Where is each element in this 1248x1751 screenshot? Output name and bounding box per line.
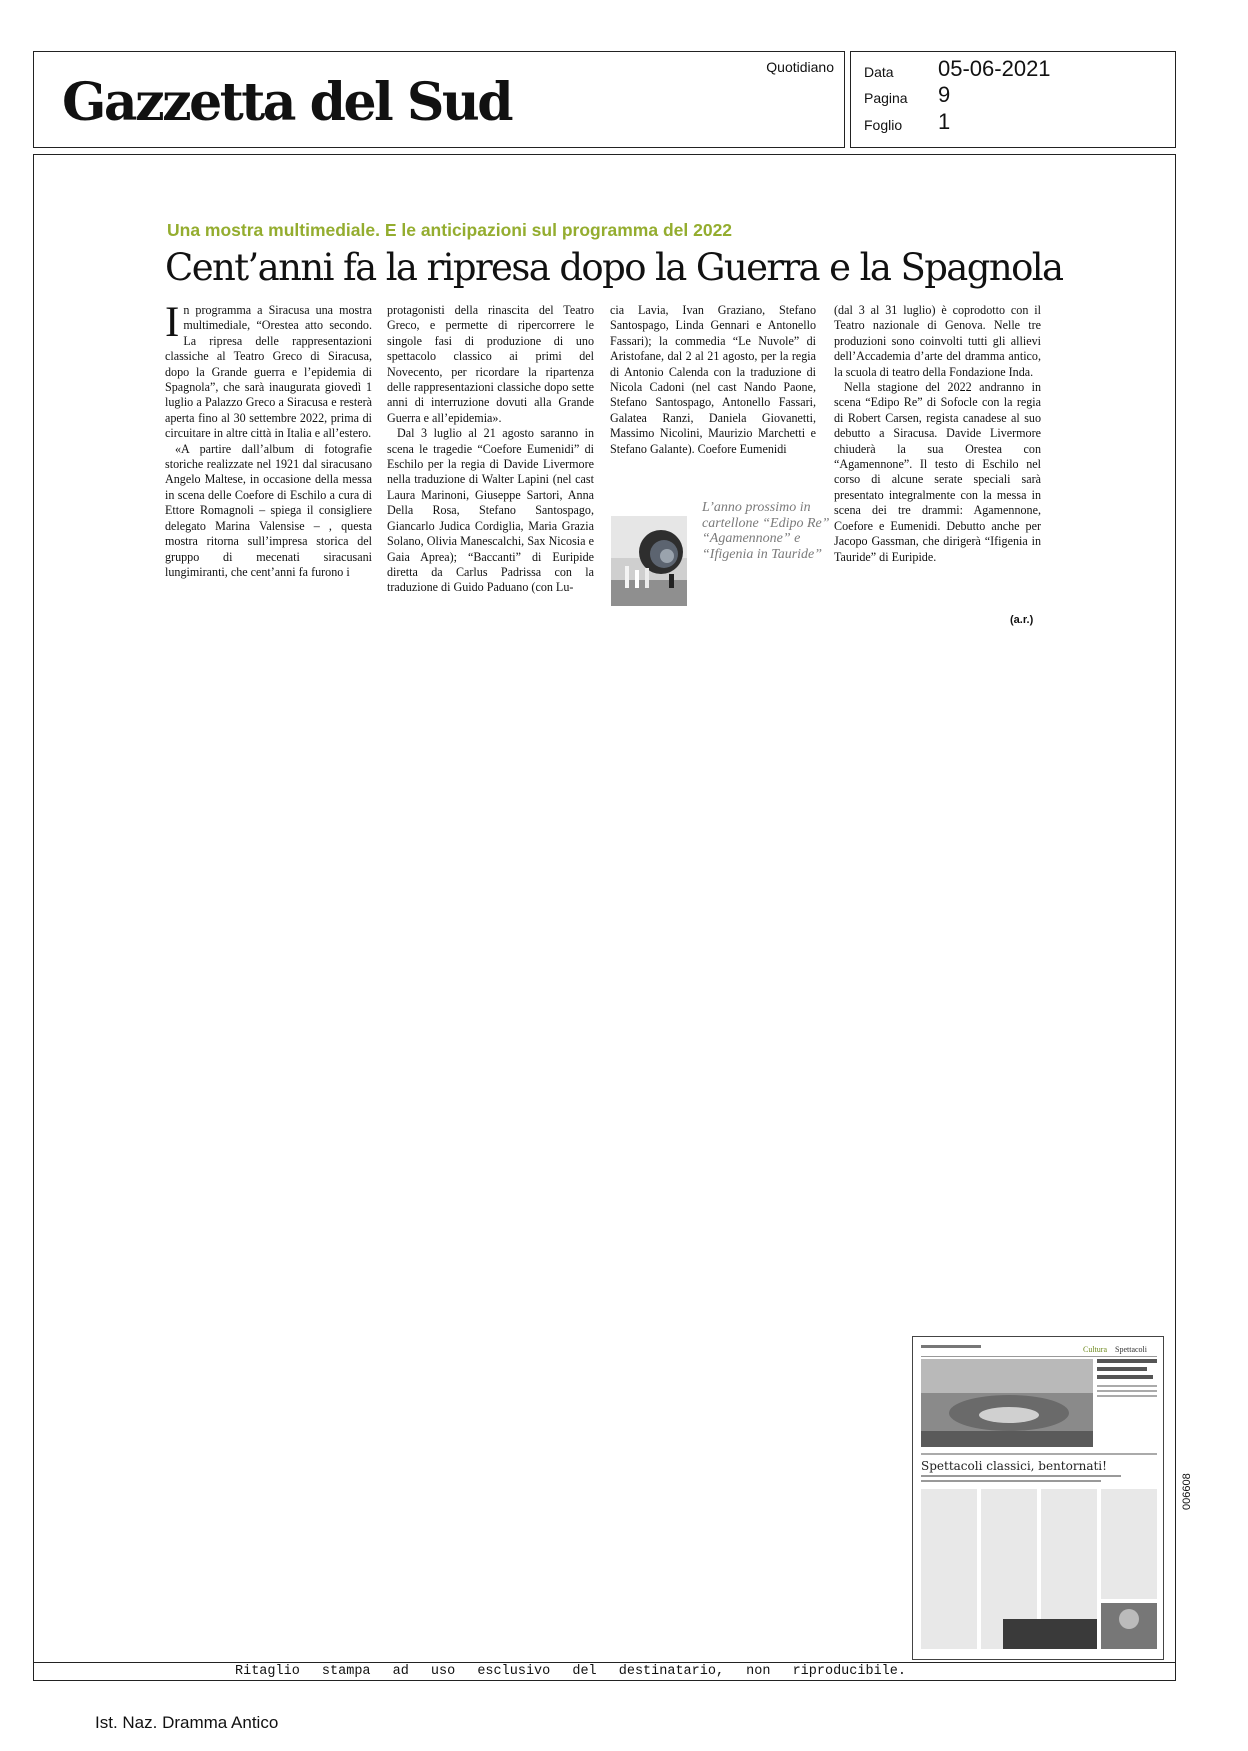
meta-label: Pagina — [864, 90, 908, 106]
meta-value: 9 — [938, 82, 951, 107]
thumbnail-section: Cultura — [1083, 1345, 1107, 1354]
meta-value: 1 — [938, 109, 951, 134]
meta-row-page — [864, 82, 1164, 108]
thumbnail-section2: Spettacoli — [1115, 1345, 1147, 1354]
paragraph: (dal 3 al 31 luglio) è coprodotto con il Teatro nazionale di Genova. Nelle tre produzioni sono coinvolti tutti gli allievi dell’Accademia d’arte del dramma antico, la scuola di teatro della Fondazione Inda. — [834, 303, 1041, 379]
masthead-box — [33, 51, 845, 148]
article-column-4 — [834, 303, 1041, 565]
page-thumbnail — [912, 1336, 1164, 1660]
theater-photo-image — [611, 516, 687, 606]
photo-caption: L’anno prossimo in cartellone “Edipo Re” “Agamennone” e “Ifigenia in Tauride” — [702, 500, 830, 562]
newspaper-logo: Gazzetta del Sud — [62, 72, 512, 133]
copyright-notice: Ritaglio stampa ad uso esclusivo del destinatario, non riproducibile. — [235, 1664, 906, 1679]
article-headline: Cent’anni fa la ripresa dopo la Guerra e la Spagnola — [165, 246, 1063, 289]
paragraph: protagonisti della rinascita del Teatro Greco, e permette di ripercorrere le singole fasi di produzione di uno spettacolo classico ai primi del Novecento, per ricordare la ripartenza delle rappresentazioni classiche dopo sette anni di interruzione dovuti alla Grande Guerra e all’epidemia». — [387, 303, 594, 425]
article-kicker: Una mostra multimediale. E le anticipazioni sul programma del 2022 — [167, 220, 733, 240]
author-signature: (a.r.) — [1010, 614, 1034, 626]
article-column-1 — [165, 299, 372, 580]
meta-row-sheet — [864, 109, 1164, 135]
drop-cap: I — [165, 299, 180, 346]
meta-value: 05-06-2021 — [938, 56, 1051, 81]
thumbnail-headline: Spettacoli classici, bentornati! — [921, 1459, 1107, 1473]
article-column-2 — [387, 303, 594, 596]
article-column-3 — [610, 303, 816, 457]
paragraph: Nella stagione del 2022 andranno in scena “Edipo Re” di Sofocle con la regia di Robert Carsen, regista canadese al suo debutto a Siracusa. Davide Livermore chiuderà la sua Orestea con “Agamennone”. Il testo di Eschilo nel corso di alcune serate speciali sarà presentato integralmente con la messa in scena dei tre drammi: Agamennone, Coefore e Eumenidi. Debutto anche per Jacopo Gassman, che dirigerà “Ifigenia in Tauride” di Euripide. — [834, 380, 1041, 564]
paragraph: «A partire dall’album di fotografie storiche realizzate nel 1921 dal siracusano Angelo Maltese, in occasione della messa in scena delle Coefore di Eschilo a cura di Ettore Romagnoli – spiega il consigliere delegato Marina Valensise – , questa mostra ritorna sull’impresa storica del gruppo di mecenati siracusani lungimiranti, che cent’anni fa furono i — [165, 441, 372, 579]
paragraph: Dal 3 luglio al 21 agosto saranno in scena le tragedie “Coefore Eumenidi” di Eschilo per la regia di Davide Livermore nella traduzione di Walter Lapini (nel cast Laura Marinoni, Giuseppe Sartori, Anna Della Rosa, Stefano Santospago, Giancarlo Judica Cordiglia, Maria Grazia Solano, Olivia Manescalchi, Sax Nicosia e Gaia Aprea); “Baccanti” di Euripide diretta da Carlus Padrissa con la traduzione di Guido Paduano (con Lu- — [387, 426, 594, 595]
paragraph: In programma a Siracusa una mostra multimediale, “Orestea atto secondo. La ripresa delle rappresentazioni classiche al Teatro Greco di Siracusa, dopo la Grande guerra e l’epidemia di Spagnola”, che sarà inaugurata giovedì 1 luglio a Palazzo Greco a Siracusa e resterà aperta fino al 30 settembre 2022, prima di circuitare in altre città in Italia e all’estero. — [165, 299, 372, 441]
paragraph: cia Lavia, Ivan Graziano, Stefano Santospago, Linda Gennari e Antonello Fassari); la commedia “Le Nuvole” di Aristofane, dal 2 al 21 agosto, per la regia di Antonio Calenda con la traduzione di Nicola Cadoni (nel cast Nando Paone, Stefano Santospago, Antonello Fassari, Galatea Ranzi, Daniela Giovanetti, Massimo Nicolini, Maurizio Marchetti e Stefano Galante). Coefore Eumenidi — [610, 303, 816, 456]
meta-label: Data — [864, 64, 894, 80]
periodicity-label: Quotidiano — [766, 59, 834, 75]
meta-label: Foglio — [864, 117, 903, 133]
meta-row-date — [864, 56, 1164, 82]
client-name: Ist. Naz. Dramma Antico — [95, 1713, 279, 1732]
document-code: 006608 — [1181, 1473, 1193, 1510]
meta-box — [850, 51, 1176, 148]
page-thumbnail-image — [913, 1337, 1164, 1660]
article-photo — [611, 516, 687, 606]
